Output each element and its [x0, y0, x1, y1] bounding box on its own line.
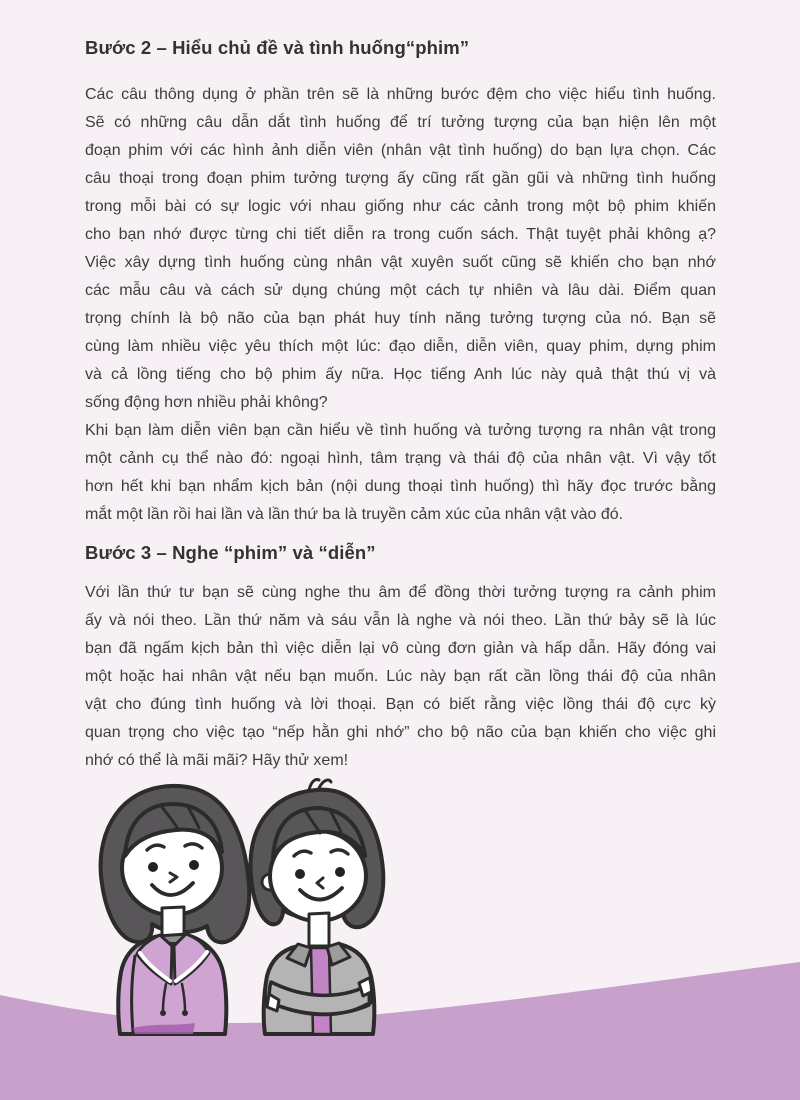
text-line: đoạn phim với các hình ảnh diễn viên (nhân vật tình huống) do bạn lựa chọn. Các [85, 142, 716, 159]
text-line: hơn hết khi bạn nhẩm kịch bản (nội dung thoại tình huống) thì hãy đọc trước bằng [85, 478, 716, 495]
text-line: quan trọng cho việc tạo “nếp hằn ghi nhớ” cho bộ não của bạn khiến cho việc ghi [85, 724, 716, 741]
text-line: Sẽ có những câu dẫn dắt tình huống để trí tưởng tượng của bạn hiện lên một [85, 114, 716, 131]
text-line: trọng chính là bộ não của bạn phát huy tính năng tưởng tượng của nó. Bạn sẽ [85, 310, 716, 327]
text-line: vật cho đúng tình huống và lời thoại. Bạn có biết rằng việc lồng thái độ cực kỳ [85, 696, 716, 713]
text-line: cùng làm nhiều việc yêu thích một lúc: đạo diễn, diễn viên, quay phim, dựng phim [85, 338, 716, 355]
text-line: Việc xây dựng tình huống cùng nhân vật xuyên suốt cũng sẽ khiến cho bạn nhớ [85, 254, 716, 271]
text-line: trong mỗi bài có sự logic với nhau giống như các cảnh trong một bộ phim khiến [85, 198, 716, 215]
text-line: Khi bạn làm diễn viên bạn cần hiểu về tình huống và tưởng tượng ra nhân vật trong [85, 422, 716, 439]
text-line: một hoặc hai nhân vật nếu bạn muốn. Lúc này bạn rất cần lồng thái độ của nhân [85, 668, 716, 685]
girl-character [101, 786, 250, 1034]
step2-heading: Bước 2 – Hiểu chủ đề và tình huống“phim” [85, 37, 470, 58]
boy-character [251, 779, 384, 1034]
text-line: bạn đã ngấm kịch bản thì việc diễn lại vô cùng đơn giản và hấp dẫn. Hãy đóng vai [85, 640, 716, 657]
text-line: câu thoại trong đoạn phim tưởng tượng ấy cũng rất gần gũi và những tình huống [85, 170, 716, 187]
step3-heading: Bước 3 – Nghe “phim” và “diễn” [85, 542, 376, 563]
text-line: sống động hơn nhiều phải không? [85, 394, 328, 411]
text-line: ấy và nói theo. Lần thứ năm và sáu vẫn là nghe và nói theo. Lần thứ bảy sẽ là lúc [85, 612, 716, 629]
step2-paragraph-1 [85, 81, 716, 417]
girl-and-boy-illustration [73, 778, 433, 1036]
text-line: một cảnh cụ thể nào đó: ngoại hình, tâm trạng và thái độ của nhân vật. Vì vậy tốt [85, 450, 716, 467]
step3-paragraph-1 [85, 579, 716, 775]
text-line: cho bạn nhớ được từng chi tiết diễn ra trong cuốn sách. Thật tuyệt phải không ạ? [85, 226, 716, 243]
text-line: mắt một lần rồi hai lần và lần thứ ba là truyền cảm xúc của nhân vật vào đó. [85, 506, 624, 523]
text-line: và cả lồng tiếng cho bộ phim ấy nữa. Học tiếng Anh lúc này quả thật thú vị và [85, 366, 716, 383]
text-line: Các câu thông dụng ở phần trên sẽ là những bước đệm cho việc hiểu tình huống. [85, 86, 716, 103]
text-line: các mẫu câu và cách sử dụng chúng một cách tự nhiên và lâu dài. Điểm quan [85, 282, 716, 299]
text-line: nhớ có thể là mãi mãi? Hãy thử xem! [85, 752, 349, 769]
step2-paragraph-2 [85, 417, 716, 529]
text-line: Với lần thứ tư bạn sẽ cùng nghe thu âm để đồng thời tưởng tượng ra cảnh phim [85, 584, 716, 601]
